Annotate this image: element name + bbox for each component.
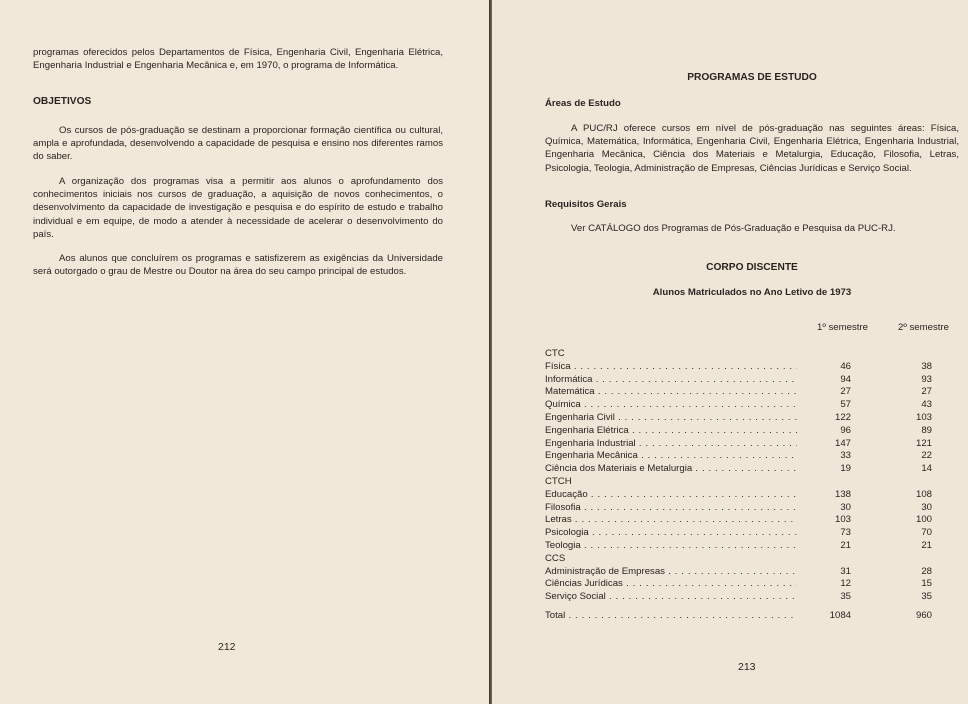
column-header-semester-1: 1º semestre — [817, 322, 868, 333]
semester-1-value: 31 — [840, 565, 851, 577]
total-row — [545, 610, 955, 623]
semester-2-value: 103 — [915, 412, 932, 423]
table-row — [545, 450, 955, 463]
semester-1-value: 46 — [840, 360, 851, 372]
objectives-heading: OBJETIVOS — [33, 96, 92, 107]
column-header-semester-2: 2º semestre — [898, 322, 949, 333]
semester-2-value: 43 — [921, 399, 932, 411]
table-row — [545, 374, 955, 387]
semester-2-value: 28 — [921, 565, 932, 577]
table-row — [545, 361, 955, 374]
table-row — [545, 386, 955, 399]
semester-2-value: 21 — [921, 540, 932, 551]
semester-1-value: 94 — [840, 373, 851, 385]
semester-1-value: 21 — [840, 540, 851, 551]
semester-2-value: 93 — [921, 373, 932, 385]
group-label: CCS — [545, 552, 566, 564]
semester-1-value: 19 — [840, 463, 851, 475]
group-header — [545, 553, 955, 566]
total-semester-2: 960 — [915, 610, 932, 621]
table-row — [545, 489, 955, 502]
requirements-heading: Requisitos Gerais — [545, 199, 627, 210]
semester-2-value: 121 — [915, 437, 932, 449]
semester-1-value: 96 — [840, 424, 851, 436]
row-label: Educação . . . — [545, 489, 797, 502]
semester-2-value: 70 — [921, 527, 932, 539]
group-label: CTC — [545, 348, 565, 359]
row-label: Psicologia . . . — [545, 527, 797, 540]
semester-1-value: 33 — [840, 450, 851, 462]
right-page — [492, 0, 968, 704]
programas-title: PROGRAMAS DE ESTUDO — [687, 72, 817, 83]
semester-1-value: 103 — [834, 514, 851, 526]
semester-1-value: 73 — [840, 527, 851, 539]
semester-1-value: 138 — [834, 488, 851, 500]
semester-2-value: 22 — [921, 450, 932, 462]
objectives-paragraph-3: Aos alunos que concluírem os programas e satisfizerem as exigências da Universidade será outorgado o grau de Mestre ou Doutor na área do seu campo principal de estudos. — [33, 253, 443, 278]
row-label: Engenharia Civil . . . — [545, 412, 797, 425]
requirements-paragraph: Ver CATÁLOGO dos Programas de Pós-Graduação e Pesquisa da PUC-RJ. — [571, 223, 896, 234]
semester-2-value: 30 — [921, 501, 932, 513]
group-label: CTCH — [545, 476, 572, 487]
table-row — [545, 527, 955, 540]
row-label: Teologia . . . — [545, 540, 797, 553]
total-semester-1: 1084 — [829, 610, 851, 621]
semester-2-value: 15 — [921, 578, 932, 590]
objectives-paragraph-1: Os cursos de pós-graduação se destinam a proporcionar formação científica ou cultural, ampla e aprofundada, desenvolvendo a capacidade de pesquisa e ensino nos diferentes ramos do saber. — [33, 125, 443, 163]
table-row — [545, 566, 955, 579]
semester-1-value: 12 — [840, 578, 851, 590]
row-label: Serviço Social . . . — [545, 591, 797, 604]
semester-1-value: 122 — [834, 412, 851, 423]
row-label: Química . . . — [545, 399, 797, 412]
table-row — [545, 425, 955, 438]
row-label: Engenharia Industrial . . . — [545, 438, 797, 451]
semester-1-value: 35 — [840, 591, 851, 603]
areas-heading: Áreas de Estudo — [545, 98, 621, 109]
table-row — [545, 540, 955, 553]
semester-1-value: 57 — [840, 399, 851, 411]
semester-2-value: 100 — [915, 514, 932, 526]
objectives-paragraph-2: A organização dos programas visa a permitir aos alunos o aprofundamento dos conhecimentos iniciais nos cursos de graduação, a aquisição de novos conhecimentos, o desenvolvimento da capacidade de investigação e pesquisa e do espírito de estudo e trabalho individual e em equipe, de modo a atender à necessidade de acelerar o desenvolvimento do país. — [33, 176, 443, 240]
table-title: Alunos Matriculados no Ano Letivo de 1973 — [652, 287, 852, 298]
semester-2-value: 27 — [921, 386, 932, 398]
row-label: Ciência dos Materiais e Metalurgia . . . — [545, 463, 797, 476]
semester-2-value: 108 — [915, 488, 932, 500]
row-label: Filosofia . . . — [545, 502, 797, 515]
row-label: Ciências Jurídicas . . . — [545, 578, 797, 591]
row-label: Engenharia Elétrica . . . — [545, 425, 797, 438]
semester-1-value: 27 — [840, 386, 851, 398]
table-row — [545, 412, 955, 425]
page-number-left: 212 — [218, 641, 236, 653]
semester-2-value: 89 — [921, 424, 932, 436]
total-label: Total . . . — [545, 610, 797, 623]
row-label: Matemática . . . — [545, 386, 797, 399]
group-header — [545, 348, 955, 361]
page-number-right: 213 — [738, 661, 756, 673]
table-row — [545, 502, 955, 515]
semester-2-value: 35 — [921, 591, 932, 603]
row-label: Administração de Empresas . . . — [545, 566, 797, 579]
table-row — [545, 399, 955, 412]
semester-2-value: 14 — [921, 463, 932, 475]
group-header — [545, 476, 955, 489]
semester-1-value: 30 — [840, 501, 851, 513]
table-row — [545, 514, 955, 527]
table-row — [545, 578, 955, 591]
table-row — [545, 438, 955, 451]
row-label: Informática . . . — [545, 374, 797, 387]
intro-paragraph: programas oferecidos pelos Departamentos de Física, Engenharia Civil, Engenharia Elétrica, Engenharia Industrial e Engenharia Mecânica e, em 1970, o programa de Informática. — [33, 47, 443, 72]
areas-paragraph: A PUC/RJ oferece cursos em nível de pós-graduação nas seguintes áreas: Física, Química, Matemática, Informática, Engenharia Civil, Engenharia Elétrica, Engenharia Industrial, Engenharia Mecânica, Ciência dos Materiais e Metalurgia, Educação, Filosofia, Letras, Psicologia, Teologia, Administração de Empresas, Ciências Jurídicas e Serviço Social. — [545, 123, 959, 174]
semester-2-value: 38 — [921, 360, 932, 372]
table-row — [545, 463, 955, 476]
semester-1-value: 147 — [834, 437, 851, 449]
row-label: Letras . . . — [545, 514, 797, 527]
corpo-discente-heading: CORPO DISCENTE — [706, 262, 798, 273]
table-row — [545, 591, 955, 604]
row-label: Física . . . — [545, 361, 797, 374]
row-label: Engenharia Mecânica . . . — [545, 450, 797, 463]
